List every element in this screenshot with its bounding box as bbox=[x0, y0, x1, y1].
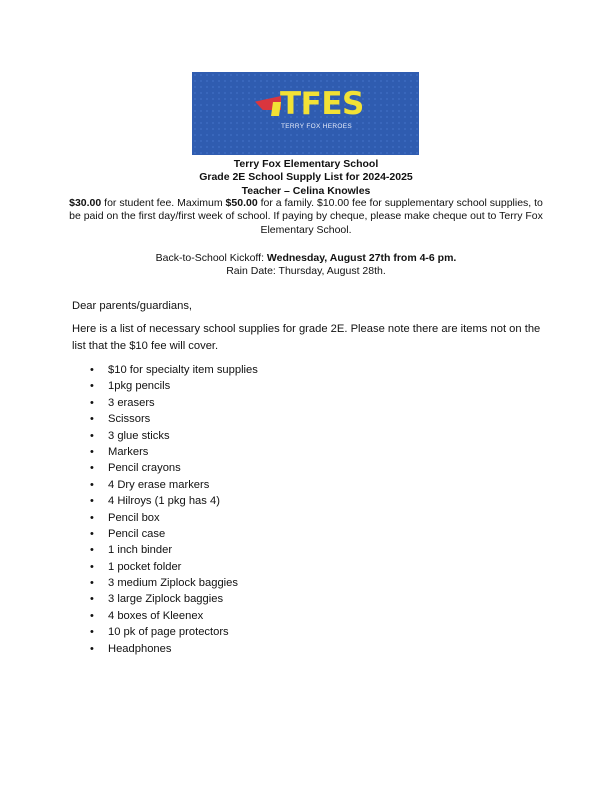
list-item bbox=[72, 559, 258, 575]
kickoff-label: Back-to-School Kickoff: bbox=[155, 252, 267, 264]
list-item bbox=[72, 395, 258, 411]
fee-paragraph bbox=[68, 197, 544, 237]
list-item-text: Scissors bbox=[108, 413, 151, 426]
document-header bbox=[60, 158, 552, 198]
list-item bbox=[72, 411, 258, 427]
list-item-text: 1pkg pencils bbox=[108, 380, 171, 393]
bullet-icon: • bbox=[90, 577, 94, 590]
list-item bbox=[72, 428, 258, 444]
bullet-icon: • bbox=[90, 593, 94, 606]
intro-paragraph: Here is a list of necessary school supplies for grade 2E. Please note there are items not on the list that the $10 fee will cover. bbox=[72, 323, 541, 352]
list-item-text: 3 medium Ziplock baggies bbox=[108, 577, 238, 590]
bullet-icon: • bbox=[90, 511, 94, 524]
list-item-text: 1 pocket folder bbox=[108, 560, 182, 573]
list-item bbox=[72, 624, 258, 640]
list-item-text: Pencil box bbox=[108, 511, 160, 524]
list-item-text: 3 glue sticks bbox=[108, 429, 170, 442]
bullet-icon: • bbox=[90, 396, 94, 409]
list-item bbox=[72, 608, 258, 624]
greeting: Dear parents/guardians, bbox=[72, 300, 193, 312]
bullet-icon: • bbox=[90, 413, 94, 426]
fee-text-2: for a family. $10.00 fee for supplementary school supplies, to be paid on the first day/first week of school. If paying by cheque, please make cheque out to Terry Fox Elementary School. bbox=[69, 197, 543, 236]
logo-wordmark: TFES bbox=[280, 86, 364, 122]
list-item-text: 4 Dry erase markers bbox=[108, 478, 210, 491]
list-item bbox=[72, 542, 258, 558]
list-item bbox=[72, 444, 258, 460]
list-item-text: $10 for specialty item supplies bbox=[108, 364, 258, 376]
bullet-icon: • bbox=[90, 560, 94, 573]
list-item bbox=[72, 378, 258, 394]
list-item-text: 4 Hilroys (1 pkg has 4) bbox=[108, 495, 220, 508]
list-item-text: 1 inch binder bbox=[108, 544, 173, 557]
list-item-text: 10 pk of page protectors bbox=[108, 626, 229, 639]
list-item bbox=[72, 510, 258, 526]
list-item bbox=[72, 591, 258, 607]
fee-text-1: for student fee. Maximum bbox=[101, 197, 226, 209]
bullet-icon: • bbox=[90, 626, 94, 639]
list-item bbox=[72, 526, 258, 542]
bullet-icon: • bbox=[90, 364, 94, 376]
bullet-icon: • bbox=[90, 642, 94, 655]
list-item-text: 4 boxes of Kleenex bbox=[108, 609, 204, 622]
list-item bbox=[72, 575, 258, 591]
list-item bbox=[72, 362, 258, 378]
list-item-text: Pencil case bbox=[108, 527, 166, 540]
logo-tagline: TERRY FOX HEROES bbox=[281, 123, 353, 130]
bullet-icon: • bbox=[90, 527, 94, 540]
student-fee-amount: $30.00 bbox=[69, 197, 102, 209]
list-item-text: Markers bbox=[108, 445, 149, 458]
kickoff-block bbox=[60, 252, 552, 279]
list-item bbox=[72, 460, 258, 476]
list-item bbox=[72, 477, 258, 493]
list-item-text: 3 large Ziplock baggies bbox=[108, 593, 224, 606]
bullet-icon: • bbox=[90, 445, 94, 458]
bullet-icon: • bbox=[90, 478, 94, 491]
list-item bbox=[72, 493, 258, 509]
list-item-text: Headphones bbox=[108, 642, 172, 655]
family-fee-amount: $50.00 bbox=[225, 197, 258, 209]
bullet-icon: • bbox=[90, 544, 94, 557]
list-item bbox=[72, 641, 258, 657]
bullet-icon: • bbox=[90, 462, 94, 475]
teacher-name: Teacher – Celina Knowles bbox=[241, 184, 371, 197]
rain-date: Rain Date: Thursday, August 28th. bbox=[226, 265, 386, 278]
school-name: Terry Fox Elementary School bbox=[233, 158, 379, 170]
list-title: Grade 2E School Supply List for 2024-2025 bbox=[199, 171, 413, 184]
school-logo bbox=[192, 72, 419, 155]
bullet-icon: • bbox=[90, 609, 94, 622]
bullet-icon: • bbox=[90, 429, 94, 442]
kickoff-line bbox=[60, 252, 552, 265]
bullet-icon: • bbox=[90, 495, 94, 508]
supply-list bbox=[72, 362, 258, 657]
bullet-icon: • bbox=[90, 380, 94, 393]
list-item-text: 3 erasers bbox=[108, 396, 155, 409]
kickoff-date: Wednesday, August 27th from 4-6 pm. bbox=[266, 252, 457, 264]
list-item-text: Pencil crayons bbox=[108, 462, 181, 475]
